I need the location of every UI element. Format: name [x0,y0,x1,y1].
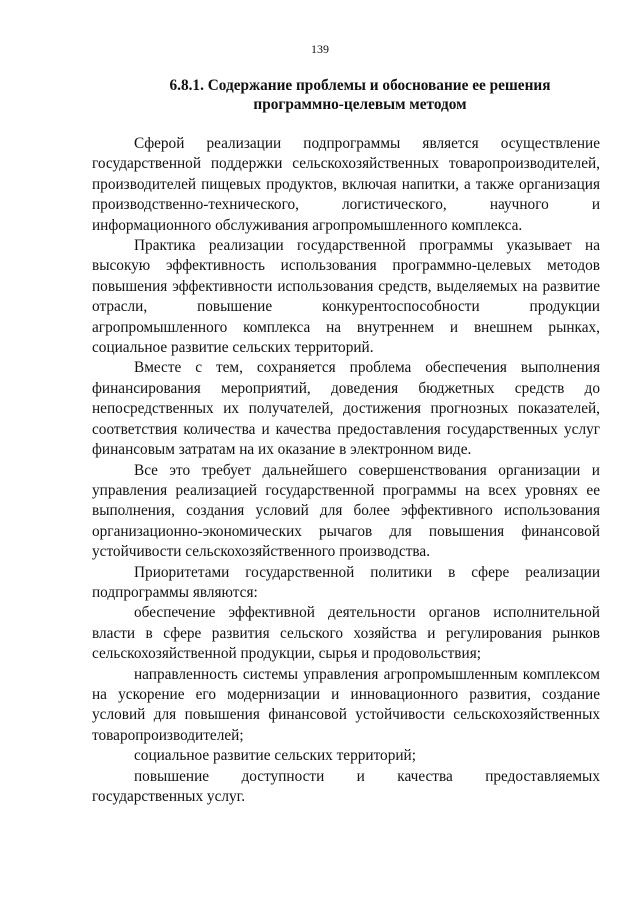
priority-item-service-access: повышение доступности и качества предоставляемых государственных услуг. [92,767,600,805]
section-heading-line-1: 6.8.1. Содержание проблемы и обоснование ее решения [169,77,551,94]
paragraph-priorities-intro: Приоритетами государственной политики в сфере реализации подпрограммы являются: [92,563,600,601]
paragraph-scope: Сферой реализации подпрограммы является осуществление государственной поддержки сельскохозяйственных товаропроизводителей, производителей пищевых продуктов, включая напитки, а также организация производственно-технического, логистического, научного и информационного обслуживания агропромышленного комплекса. [92,135,600,234]
priority-item-management-system: направленность системы управления агропромышленным комплексом на ускорение его модернизации и инновационного развития, создание условий для повышения финансовой устойчивости сельскохозяйственных товаропроизводителей; [92,665,600,744]
page-number: 139 [311,42,329,56]
paragraph-problem: Вместе с тем, сохраняется проблема обеспечения выполнения финансирования мероприятий, доведения бюджетных средств до непосредственных их получателей, достижения прогнозных показателей, соответствия количества и качества предоставления государственных услуг финансовым затратам на их оказание в электронном виде. [92,359,600,459]
paragraph-improvement: Все это требует дальнейшего совершенствования организации и управления реализацией государственной программы на всех уровнях ее выполнения, создания условий для более эффективного использования организационно-экономических рычагов для повышения финансовой устойчивости сельскохозяйственного производства. [92,461,600,561]
section-heading [110,76,610,114]
paragraph-practice: Практика реализации государственной программы указывает на высокую эффективность использования программно-целевых методов повышения эффективности использования средств, выделяемых на развитие отрасли, повышение конкурентоспособности продукции агропромышленного комплекса на внутреннем и внешнем рынках, социальное развитие сельских территорий. [92,237,600,357]
body-text [92,134,600,807]
section-heading-line-2: программно-целевым методом [253,96,467,113]
priority-item-effective-activity: обеспечение эффективной деятельности органов исполнительной власти в сфере развития сельского хозяйства и регулирования рынков сельскохозяйственной продукции, сырья и продовольствия; [92,604,600,663]
priority-item-rural-development: социальное развитие сельских территорий; [134,747,416,765]
